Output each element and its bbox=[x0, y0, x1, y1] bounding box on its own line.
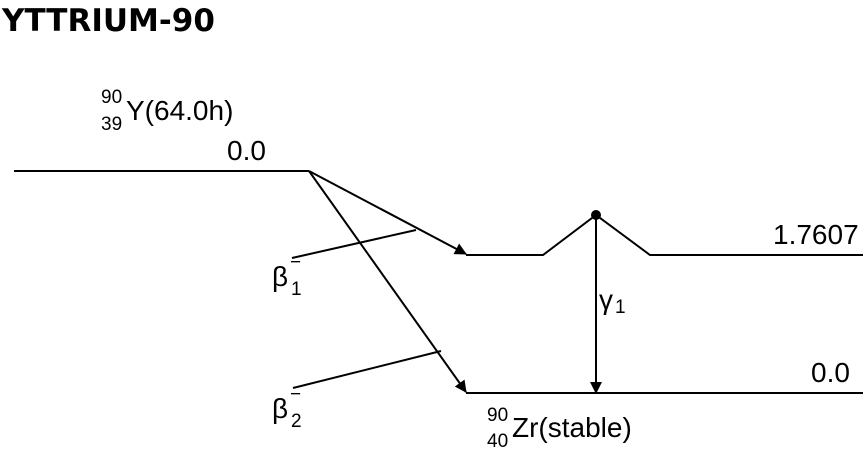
beta1-sign: − bbox=[290, 252, 302, 273]
daughter-mass-number: 90 bbox=[487, 405, 509, 426]
gamma1-index: 1 bbox=[615, 297, 626, 318]
parent-mass-number: 90 bbox=[101, 87, 123, 108]
beta2-label-leader bbox=[293, 351, 441, 388]
beta1-decay-arrow bbox=[309, 171, 466, 254]
beta2-index: 2 bbox=[291, 411, 302, 432]
beta2-label bbox=[272, 384, 302, 432]
daughter-nuclide-label bbox=[487, 405, 632, 452]
ground-level-energy: 0.0 bbox=[811, 357, 850, 388]
beta1-label bbox=[272, 252, 302, 300]
diagram-title: YTTRIUM-90 bbox=[2, 3, 215, 39]
parent-nuclide-label bbox=[101, 87, 233, 135]
excited-level-energy: 1.7607 bbox=[773, 219, 859, 250]
daughter-symbol-state: Zr(stable) bbox=[512, 412, 632, 443]
beta2-sign: − bbox=[290, 384, 302, 405]
daughter-atomic-number: 40 bbox=[487, 431, 509, 452]
beta1-symbol: β bbox=[272, 261, 289, 292]
parent-level-energy: 0.0 bbox=[227, 135, 266, 166]
parent-atomic-number: 39 bbox=[101, 114, 123, 135]
beta2-decay-arrow bbox=[309, 171, 466, 392]
parent-symbol-halflife: Y(64.0h) bbox=[126, 95, 234, 126]
beta1-index: 1 bbox=[291, 279, 302, 300]
beta2-symbol: β bbox=[272, 393, 289, 424]
gamma1-symbol: γ bbox=[599, 284, 613, 315]
gamma1-label bbox=[599, 284, 626, 318]
